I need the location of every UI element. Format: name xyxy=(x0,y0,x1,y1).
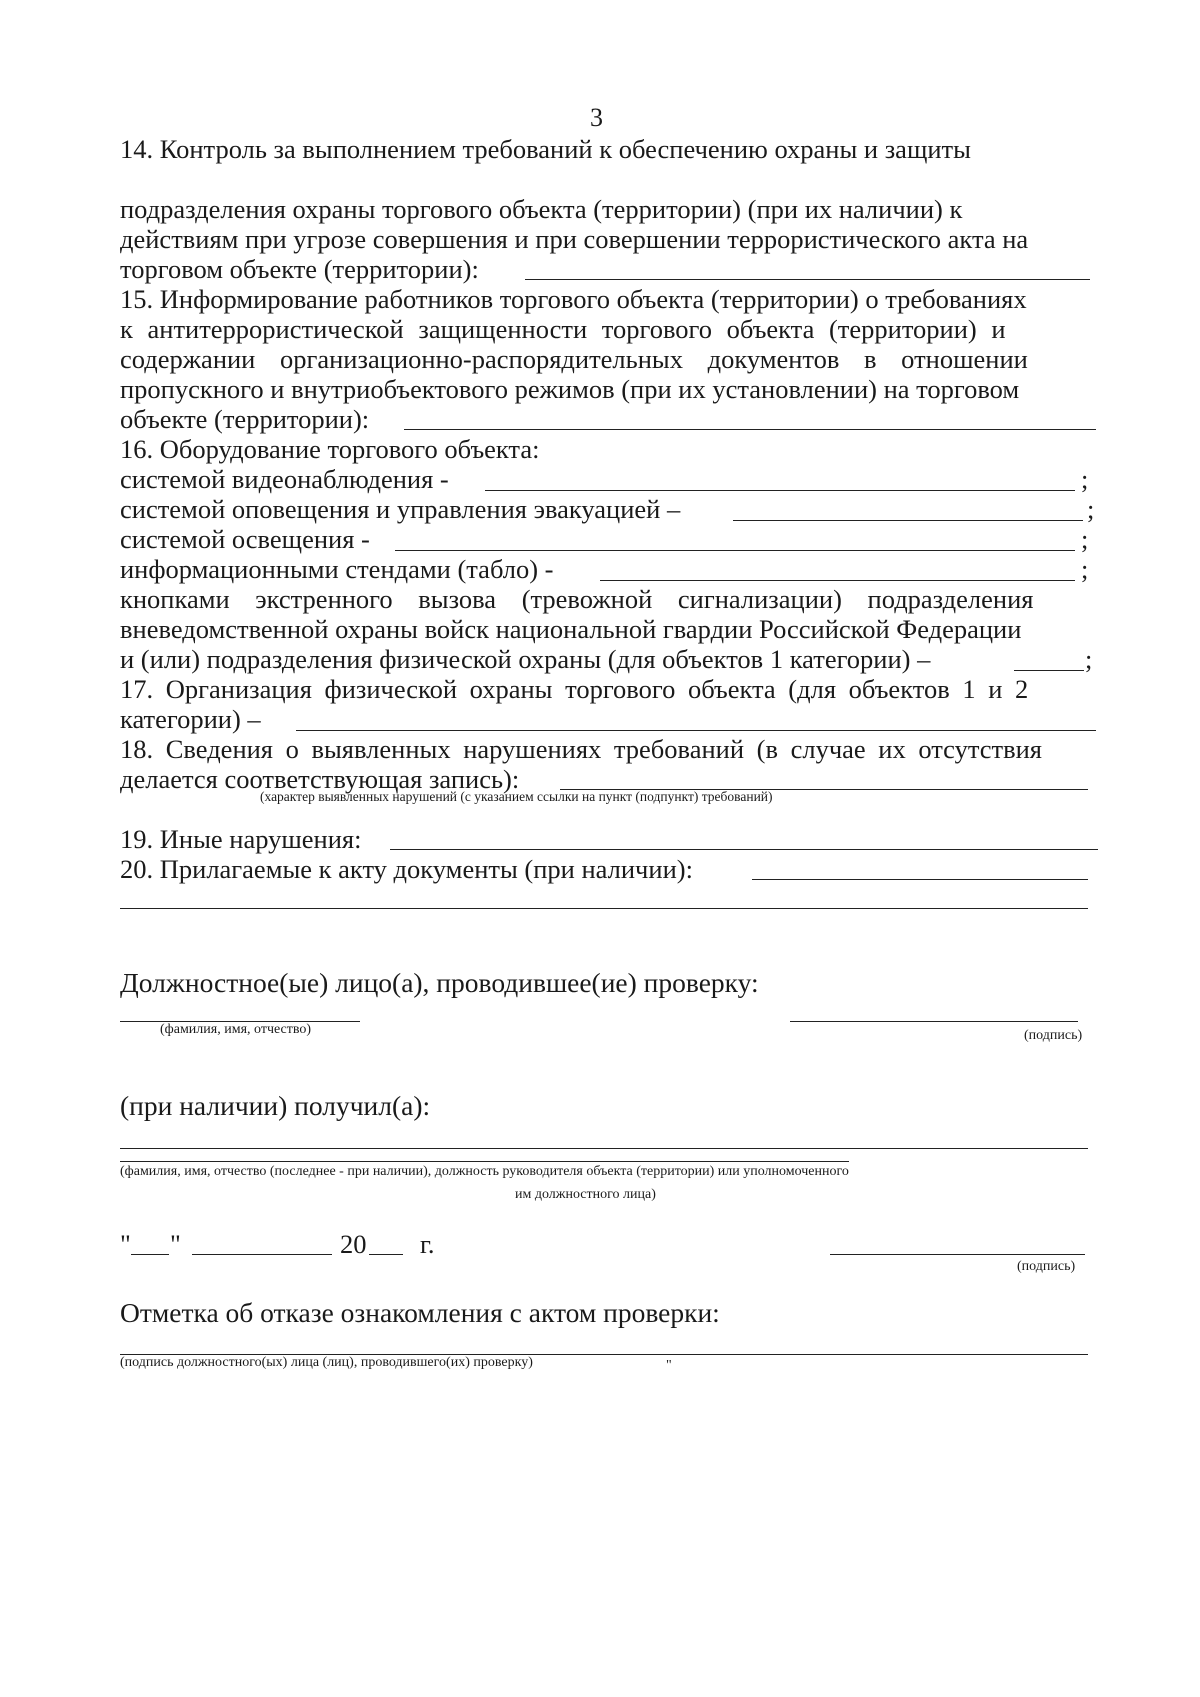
item-20-fill-line-2[interactable] xyxy=(120,908,1088,909)
item-20-fill-line[interactable] xyxy=(752,879,1088,880)
date-quote-open: " xyxy=(120,1229,131,1259)
item-18-line-2: делается соответствующая запись): xyxy=(120,764,520,794)
item-14-line-2 xyxy=(120,164,1095,194)
item-20-line-1: 20. Прилагаемые к акту документы (при наличии): xyxy=(120,854,693,884)
official-signature-caption: (подпись) xyxy=(1024,1028,1083,1043)
video-surveillance-label: системой видеонаблюдения - xyxy=(120,464,449,494)
item-15-line-2: к антитеррористической защищенности торгового объекта (территории) и xyxy=(120,314,1006,344)
item-19-fill-line[interactable] xyxy=(390,849,1098,850)
item-14-fill-line[interactable] xyxy=(525,279,1090,280)
date-month-line[interactable] xyxy=(192,1254,332,1255)
official-name-caption: (фамилия, имя, отчество) xyxy=(160,1022,312,1037)
date-day-line[interactable] xyxy=(131,1254,169,1255)
alarm-buttons-line-2: вневедомственной охраны войск национальной гвардии Российской Федерации xyxy=(120,614,1022,644)
item-17-line-2: категории) – xyxy=(120,704,261,734)
lighting-system-label: системой освещения - xyxy=(120,524,370,554)
ack-fill-line[interactable] xyxy=(120,1148,1088,1149)
info-stands-fill-line[interactable] xyxy=(600,580,1075,581)
item-14-line-5: торговом объекте (территории): xyxy=(120,254,479,284)
item-14-line-3: подразделения охраны торгового объекта (территории) (при их наличии) к xyxy=(120,194,963,224)
receiver-signature-line[interactable] xyxy=(830,1254,1085,1255)
item-15-line-5: объекте (территории): xyxy=(120,404,370,434)
evacuation-system-fill-line[interactable] xyxy=(733,520,1083,521)
video-semicolon: ; xyxy=(1081,464,1089,494)
alarm-buttons-line-3: и (или) подразделения физической охраны (для объектов 1 категории) – xyxy=(120,644,931,674)
date-year-suffix: г. xyxy=(420,1229,435,1259)
lighting-semicolon: ; xyxy=(1081,524,1089,554)
refusal-label: Отметка об отказе ознакомления с актом проверки: xyxy=(120,1297,720,1328)
item-15-line-3: содержании организационно-распорядительных документов в отношении xyxy=(120,344,1028,374)
item-16-heading: 16. Оборудование торгового объекта: xyxy=(120,434,540,464)
ack-line-2: (при наличии) получил(а): xyxy=(120,1090,431,1121)
date-year-prefix: 20 xyxy=(340,1229,367,1259)
page-number: 3 xyxy=(590,103,603,132)
evacuation-system-label: системой оповещения и управления эвакуацией – xyxy=(120,494,681,524)
date-year-line[interactable] xyxy=(369,1254,403,1255)
official-signature-line[interactable] xyxy=(790,1021,1078,1022)
info-stands-semicolon: ; xyxy=(1081,554,1089,584)
item-18-line-1: 18. Сведения о выявленных нарушениях требований (в случае их отсутствия xyxy=(120,734,1042,764)
ack-line-1 xyxy=(120,1061,1095,1091)
receiver-signature-caption: (подпись) xyxy=(1017,1259,1076,1274)
head-caption-line-2: им должностного лица) xyxy=(515,1187,656,1202)
info-stands-label: информационными стендами (табло) - xyxy=(120,554,554,584)
item-15-line-4: пропускного и внутриобъектового режимов (при их установлении) на торговом xyxy=(120,374,1020,404)
item-14-line-4: действиям при угрозе совершения и при совершении террористического акта на xyxy=(120,224,1029,254)
item-19-line-1: 19. Иные нарушения: xyxy=(120,824,362,854)
closing-quote: " xyxy=(666,1358,672,1373)
refusal-caption: (подпись должностного(ых) лица (лиц), проводившего(их) проверку) xyxy=(120,1355,533,1370)
item-18-caption: (характер выявленных нарушений (с указанием ссылки на пункт (подпункт) требований) xyxy=(260,789,773,804)
alarm-buttons-line-1: кнопками экстренного вызова (тревожной сигнализации) подразделения xyxy=(120,584,1034,614)
head-caption-line-1: (фамилия, имя, отчество (последнее - при наличии), должность руководителя объекта (территории) или уполномоченного xyxy=(120,1161,849,1180)
evacuation-semicolon: ; xyxy=(1087,494,1095,524)
lighting-system-fill-line[interactable] xyxy=(395,550,1075,551)
officials-label: Должностное(ые) лицо(а), проводившее(ие) проверку: xyxy=(120,967,759,998)
date-quote-close: " xyxy=(170,1229,181,1259)
video-surveillance-fill-line[interactable] xyxy=(485,490,1075,491)
item-17-line-1: 17. Организация физической охраны торгового объекта (для объектов 1 и 2 xyxy=(120,674,1029,704)
item-15-fill-line[interactable] xyxy=(404,429,1096,430)
item-17-fill-line[interactable] xyxy=(296,730,1096,731)
item-15-line-1: 15. Информирование работников торгового объекта (территории) о требованиях xyxy=(120,284,1027,314)
alarm-buttons-fill-line[interactable] xyxy=(1014,670,1084,671)
item-14-line-1: 14. Контроль за выполнением требований к обеспечению охраны и защиты xyxy=(120,134,971,164)
alarm-buttons-semicolon: ; xyxy=(1085,644,1093,674)
